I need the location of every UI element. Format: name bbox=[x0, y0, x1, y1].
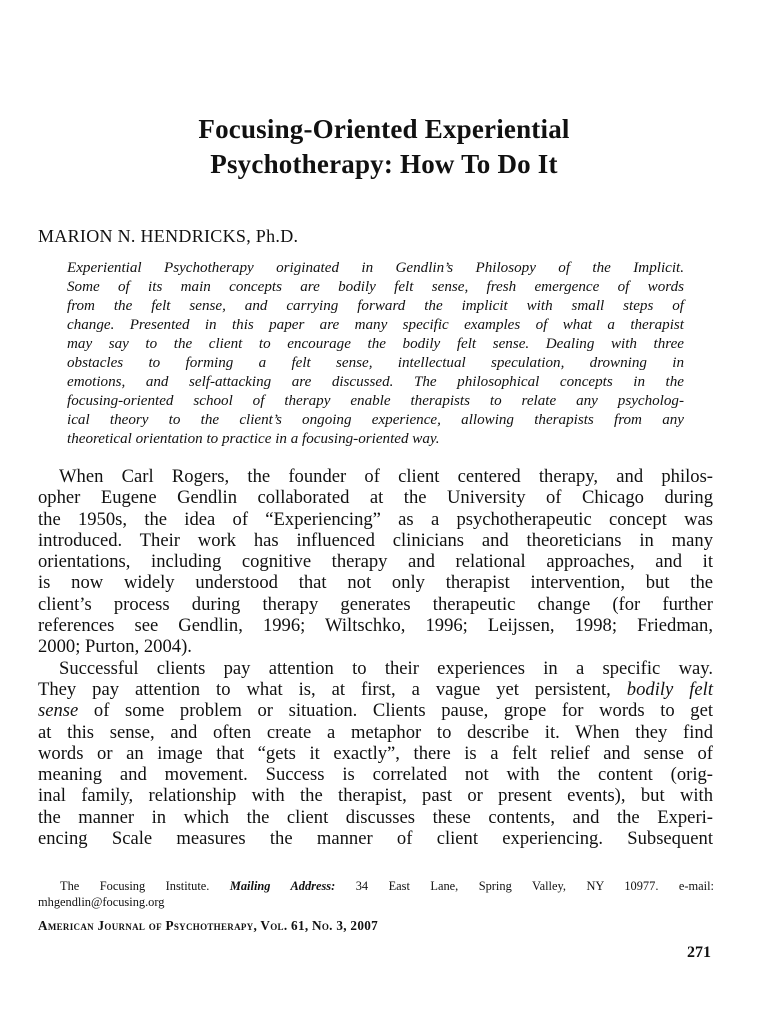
body-line bbox=[38, 679, 713, 700]
body-line: inal family, relationship with the therapist, past or present events), but with bbox=[38, 785, 713, 807]
body-line: meaning and movement. Success is correlated not with the content (orig- bbox=[38, 764, 713, 786]
body-line: Successful clients pay attention to their experiences in a specific way. bbox=[59, 657, 713, 679]
body-line: opher Eugene Gendlin collaborated at the University of Chicago during bbox=[38, 487, 713, 509]
body-line: 2000; Purton, 2004). bbox=[38, 636, 192, 658]
abstract-line: emotions, and self-attacking are discussed. The philosophical concepts in the bbox=[67, 374, 684, 390]
affiliation: The Focusing Institute. bbox=[60, 879, 210, 893]
emphasis-text: sense bbox=[38, 700, 79, 722]
abstract-line: change. Presented in this paper are many specific examples of what a therapist bbox=[67, 317, 684, 333]
mailing-address: 34 East Lane, Spring Valley, NY 10977. e-mail: bbox=[355, 879, 714, 893]
body-line: client’s process during therapy generates therapeutic change (for further bbox=[38, 593, 713, 615]
abstract-line: Experiential Psychotherapy originated in Gendlin’s Philosopy of the Implicit. bbox=[67, 260, 684, 276]
page-number: 271 bbox=[687, 944, 711, 961]
abstract-line: Some of its main concepts are bodily felt sense, fresh emergence of words bbox=[67, 279, 684, 295]
abstract-line: from the felt sense, and carrying forward the implicit with small steps of bbox=[67, 298, 684, 314]
body-line: the 1950s, the idea of “Experiencing” as a psychotherapeutic concept was bbox=[38, 508, 713, 530]
email-address: mhgendlin@focusing.org bbox=[38, 895, 165, 909]
footnote-line bbox=[38, 878, 714, 894]
abstract-line: ical theory to the client’s ongoing experience, allowing therapists from any bbox=[67, 412, 684, 428]
body-text-run: of some problem or situation. Clients pause, grope for words to get bbox=[93, 700, 714, 722]
body-line: words or an image that “gets it exactly”, there is a felt relief and sense of bbox=[38, 742, 713, 764]
mailing-address-label: Mailing Address: bbox=[229, 879, 336, 893]
abstract-line: theoretical orientation to practice in a focusing-oriented way. bbox=[67, 431, 440, 447]
body-line: references see Gendlin, 1996; Wiltschko, 1996; Leijssen, 1998; Friedman, bbox=[38, 615, 713, 637]
article-title bbox=[60, 112, 708, 182]
body-line: encing Scale measures the manner of client experiencing. Subsequent bbox=[38, 828, 713, 850]
body-line: is now widely understood that not only therapist intervention, but the bbox=[38, 572, 713, 594]
body-line: orientations, including cognitive therapy and relational approaches, and it bbox=[38, 551, 713, 573]
abstract-line: may say to the client to encourage the bodily felt sense. Dealing with three bbox=[67, 336, 684, 352]
body-line: at this sense, and often create a metaphor to describe it. When they find bbox=[38, 721, 713, 743]
abstract-line: obstacles to forming a felt sense, intellectual speculation, drowning in bbox=[67, 355, 684, 371]
body-text bbox=[38, 466, 713, 849]
journal-citation: American Journal of Psychotherapy, Vol. 61, No. 3, 2007 bbox=[38, 918, 379, 933]
body-line: the manner in which the client discusses these contents, and the Experi- bbox=[38, 806, 713, 828]
emphasis-text: bodily felt bbox=[626, 678, 713, 700]
author-byline: MARION N. HENDRICKS, Ph.D. bbox=[38, 226, 299, 246]
title-line-1: Focusing-Oriented Experiential bbox=[198, 114, 570, 144]
body-line bbox=[38, 700, 713, 721]
author-footnote bbox=[38, 878, 714, 910]
body-line: When Carl Rogers, the founder of client centered therapy, and philos- bbox=[59, 466, 713, 487]
abstract bbox=[67, 259, 684, 449]
body-text-run: They pay attention to what is, at first, a vague yet persistent, bbox=[38, 678, 611, 700]
body-line: introduced. Their work has influenced clinicians and theoreticians in many bbox=[38, 529, 713, 551]
title-line-2: Psychotherapy: How To Do It bbox=[210, 149, 558, 179]
abstract-line: focusing-oriented school of therapy enable therapists to relate any psycholog- bbox=[67, 393, 684, 409]
